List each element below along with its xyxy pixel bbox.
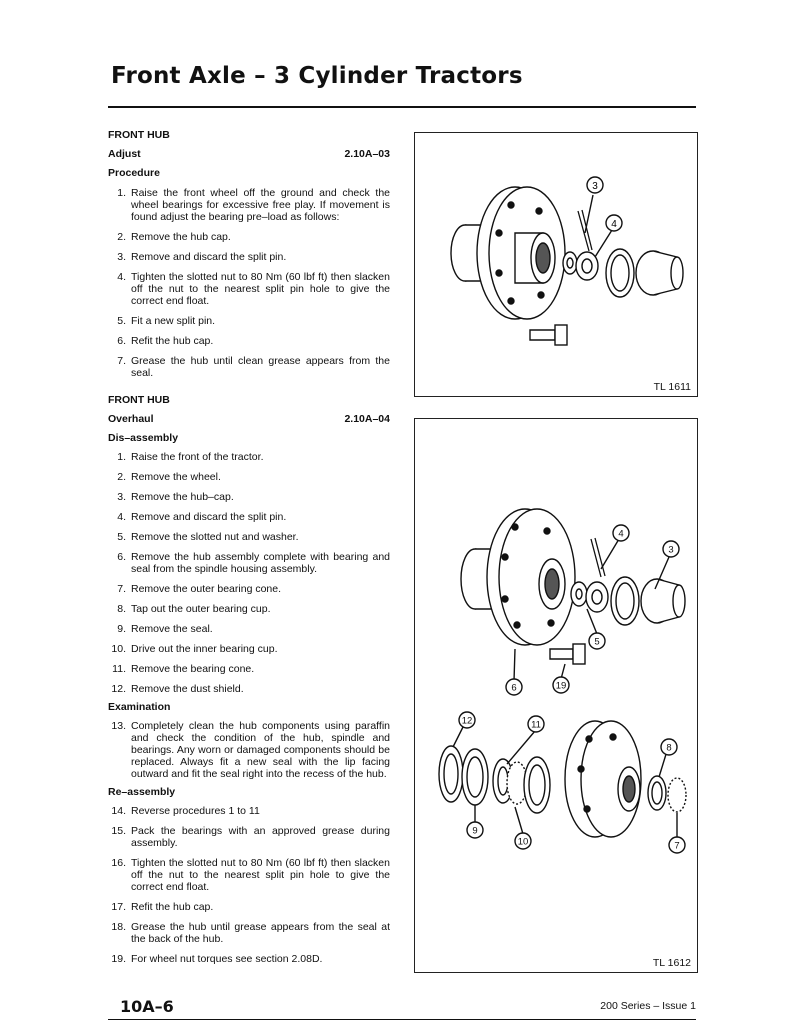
subheading: Adjust	[108, 148, 141, 160]
list-item: 5. Fit a new split pin.	[117, 315, 216, 327]
adjust-section	[108, 129, 390, 387]
list-item: 18. Grease the hub until grease appears from the seal at the back of the hub.	[111, 921, 390, 945]
callout: 4	[611, 219, 617, 230]
subheading-row	[108, 413, 390, 425]
page-number: 10A–6	[120, 997, 174, 1016]
callout: 10	[517, 836, 529, 848]
callout: 4	[618, 528, 624, 540]
list-item: 4. Remove and discard the split pin.	[117, 511, 287, 523]
list-item: 2. Remove the wheel.	[117, 471, 221, 483]
list-item: 16. Tighten the slotted nut to 80 Nm (60 lbf ft) then slacken off the nut to the nearest split pin hole to give the correct end float.	[111, 857, 390, 893]
list-item: 6. Refit the hub cap.	[117, 335, 214, 347]
list-item: 17. Refit the hub cap.	[111, 901, 214, 913]
list-item: 1. Raise the front wheel off the ground and check the wheel bearings for excessive free play. If movement is found adjust the bearing pre–load as follows:	[117, 187, 390, 223]
section-heading: FRONT HUB	[108, 129, 170, 141]
list-item: 12. Remove the dust shield.	[111, 683, 244, 695]
figure-tl1612	[414, 418, 698, 973]
adjust-steps	[108, 187, 390, 379]
series-label: 200 Series – Issue 1	[600, 1000, 696, 1012]
footer-rule	[108, 1019, 696, 1020]
list-item: 8. Tap out the outer bearing cup.	[117, 603, 271, 615]
list-item: 4. Tighten the slotted nut to 80 Nm (60 lbf ft) then slacken off the nut to the nearest split pin hole to give the correct end float.	[117, 271, 390, 307]
list-item: 1. Raise the front of the tractor.	[117, 451, 264, 463]
section-heading: FRONT HUB	[108, 394, 170, 406]
figure-label: TL 1612	[652, 957, 691, 969]
callout: 3	[592, 181, 598, 192]
list-item: 3. Remove the hub–cap.	[117, 491, 234, 503]
list-item: 5. Remove the slotted nut and washer.	[117, 531, 299, 543]
callout: 8	[666, 742, 672, 754]
list-item: 13. Completely clean the hub components using paraffin and check the condition of the hub, spindle and bearings. Any worn or damaged components should be replaced. Always fit a new seal with the lip facing outward and fit the seal right into the recess of the hub.	[111, 720, 390, 780]
examination-steps	[108, 720, 390, 780]
list-item: 15. Pack the bearings with an approved grease during assembly.	[111, 825, 390, 849]
subheading: Overhaul	[108, 413, 154, 425]
title-rule	[108, 106, 696, 108]
callout: 5	[594, 636, 600, 648]
list-item: 7. Remove the outer bearing cone.	[117, 583, 282, 595]
subheading-row	[108, 148, 390, 160]
figure-tl1611	[414, 132, 698, 397]
hub-overhaul-illustration	[415, 419, 697, 972]
list-item: 2. Remove the hub cap.	[117, 231, 231, 243]
list-item: 19. For wheel nut torques see section 2.08D.	[111, 953, 323, 965]
list-item: 14. Reverse procedures 1 to 11	[111, 805, 260, 817]
disassembly-steps	[108, 451, 390, 695]
callout: 19	[555, 680, 567, 692]
list-item: 6. Remove the hub assembly complete with bearing and seal from the spindle housing assembly.	[117, 551, 390, 575]
list-item: 9. Remove the seal.	[117, 623, 213, 635]
callout: 7	[674, 840, 680, 852]
callout: 6	[511, 682, 517, 694]
callout: 9	[472, 825, 478, 837]
overhaul-section	[108, 394, 390, 973]
procedure-code: 2.10A–03	[344, 148, 390, 160]
list-item: 3. Remove and discard the split pin.	[117, 251, 287, 263]
disassembly-heading: Dis–assembly	[108, 432, 179, 444]
reassembly-heading: Re–assembly	[108, 786, 176, 798]
procedure-code: 2.10A–04	[344, 413, 390, 425]
procedure-heading: Procedure	[108, 167, 160, 179]
callout: 11	[531, 719, 541, 731]
reassembly-steps	[108, 805, 390, 965]
callout: 3	[668, 544, 674, 556]
list-item: 7. Grease the hub until clean grease appears from the seal.	[117, 355, 390, 379]
callout: 12	[461, 715, 473, 727]
figure-label: TL 1611	[653, 381, 691, 393]
list-item: 11. Remove the bearing cone.	[112, 663, 255, 675]
page-title: Front Axle – 3 Cylinder Tractors	[111, 63, 523, 89]
hub-assembly-illustration	[415, 133, 697, 396]
list-item: 10. Drive out the inner bearing cup.	[111, 643, 278, 655]
examination-heading: Examination	[108, 701, 171, 713]
